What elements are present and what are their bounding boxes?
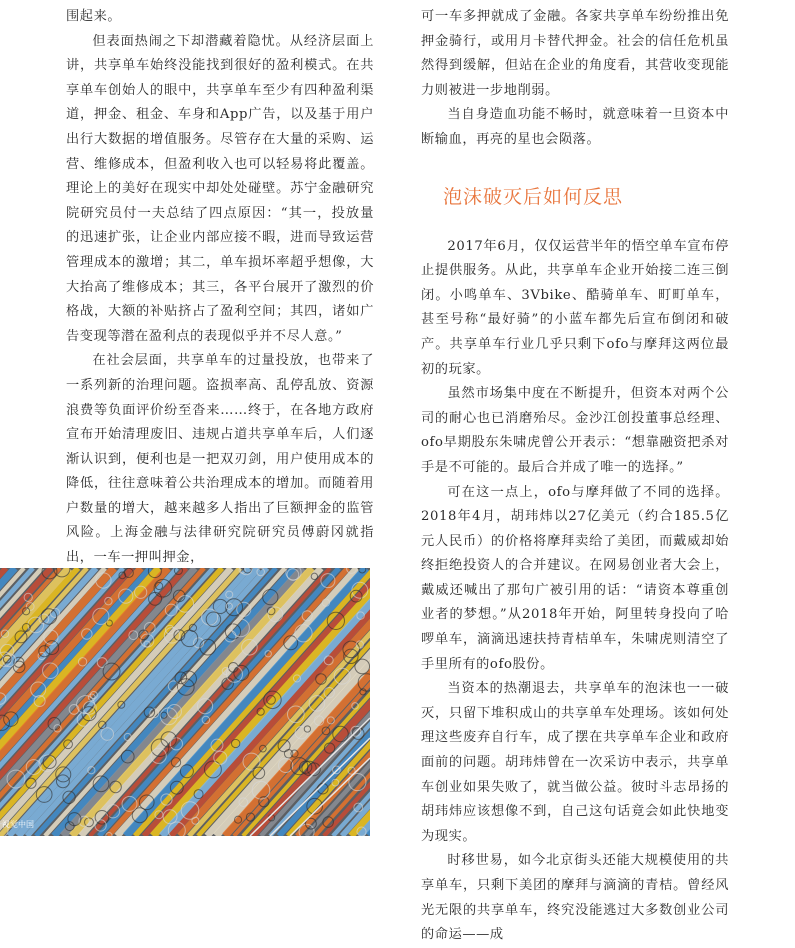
left-column (66, 5, 374, 571)
bike-graveyard-photo (0, 568, 370, 836)
paragraph: 但表面热闹之下却潜藏着隐忧。从经济层面上讲，共享单车始终没能找到很好的盈利模式。在共享单车创始人的眼中，共享单车至少有四种盈利渠道，押金、租金、车身和App广告，以及基于用户出行大数据的增值服务。尽管存在大量的采购、运营、维修成本，但盈利收入也可以轻易将此覆盖。理论上的美好在现实中却处处碰壁。苏宁金融研究院研究员付一夫总结了四点原因：“其一，投放量的迅速扩张，让企业内部应接不暇，进而导致运营管理成本的激增；其二，单车损坏率超乎想像，大大抬高了维修成本；其三，各平台展开了激烈的价格战，大额的补贴挤占了盈利空间；其四，诸如广告变现等潜在盈利点的表现似乎并不尽人意。” (66, 33, 374, 344)
paragraph: 虽然市场集中度在不断提升，但资本对两个公司的耐心也已消磨殆尽。金沙江创投董事总经理、ofo早期股东朱啸虎曾公开表示：“想靠融资把杀对手是不可能的。最后合并成了唯一的选择。” (421, 386, 729, 475)
paragraph: 围起来。 (66, 9, 122, 24)
paragraph: 可一车多押就成了金融。各家共享单车纷纷推出免押金骑行，或用月卡替代押金。社会的信任危机虽然得到缓解，但站在企业的角度看，其营收变现能力则被进一步地削弱。 (421, 9, 729, 98)
photo-illustration (0, 568, 370, 836)
paragraph: 当自身造血功能不畅时，就意味着一旦资本中断输血，再亮的星也会陨落。 (421, 107, 729, 147)
right-column (421, 5, 729, 948)
paragraph: 时移世易，如今北京街头还能大规模使用的共享单车，只剩下美团的摩拜与滴滴的青桔。曾经风光无限的共享单车，终究没能逃过大多数创业公司的命运——成 (421, 853, 729, 943)
paragraph: 当资本的热潮退去，共享单车的泡沫也一一破灭，只留下堆积成山的共享单车处理场。该如何处理这些废弃自行车，成了摆在共享单车企业和政府面前的问题。胡玮炜曾在一次采访中表示，共享单车创业如果失败了，就当做公益。彼时斗志昂扬的胡玮炜应该想像不到，自己这句话竟会如此快地变为现实。 (421, 681, 729, 844)
section-heading: 泡沫破灭后如何反思 (443, 185, 624, 208)
paragraph: 在社会层面，共享单车的过量投放，也带来了一系列新的治理问题。盗损率高、乱停乱放、资源浪费等负面评价纷至沓来……终于，在各地方政府宣布开始清理废旧、违规占道共享单车后，人们逐渐认识到，便利也是一把双刃剑，用户使用成本的降低，往往意味着公共治理成本的增加。而随着用户数量的增大，越来越多人指出了巨额押金的监管风险。上海金融与法律研究院研究员傅蔚冈就指出，一车一押叫押金， (66, 353, 374, 566)
paragraph: 可在这一点上，ofo与摩拜做了不同的选择。2018年4月，胡玮炜以27亿美元（约合185.5亿元人民币）的价格将摩拜卖给了美团，而戴威却始终拒绝投资人的合并建议。在网易创业者大会上，戴威还喊出了那句广被引用的话：“请资本尊重创业者的梦想。”从2018年开始，阿里转身投向了哈啰单车，滴滴迅速扶持青桔单车，朱啸虎则清空了手里所有的ofo股份。 (421, 484, 729, 672)
photo-credit: 视觉中国 (2, 820, 34, 829)
paragraph: 2017年6月，仅仅运营半年的悟空单车宣布停止提供服务。从此，共享单车企业开始接二连三倒闭。小鸣单车、3Vbike、酷骑单车、町町单车，甚至号称“最好骑”的小蓝车都先后宣布倒闭和破产。共享单车行业几乎只剩下ofo与摩拜这两位最初的玩家。 (421, 238, 729, 377)
